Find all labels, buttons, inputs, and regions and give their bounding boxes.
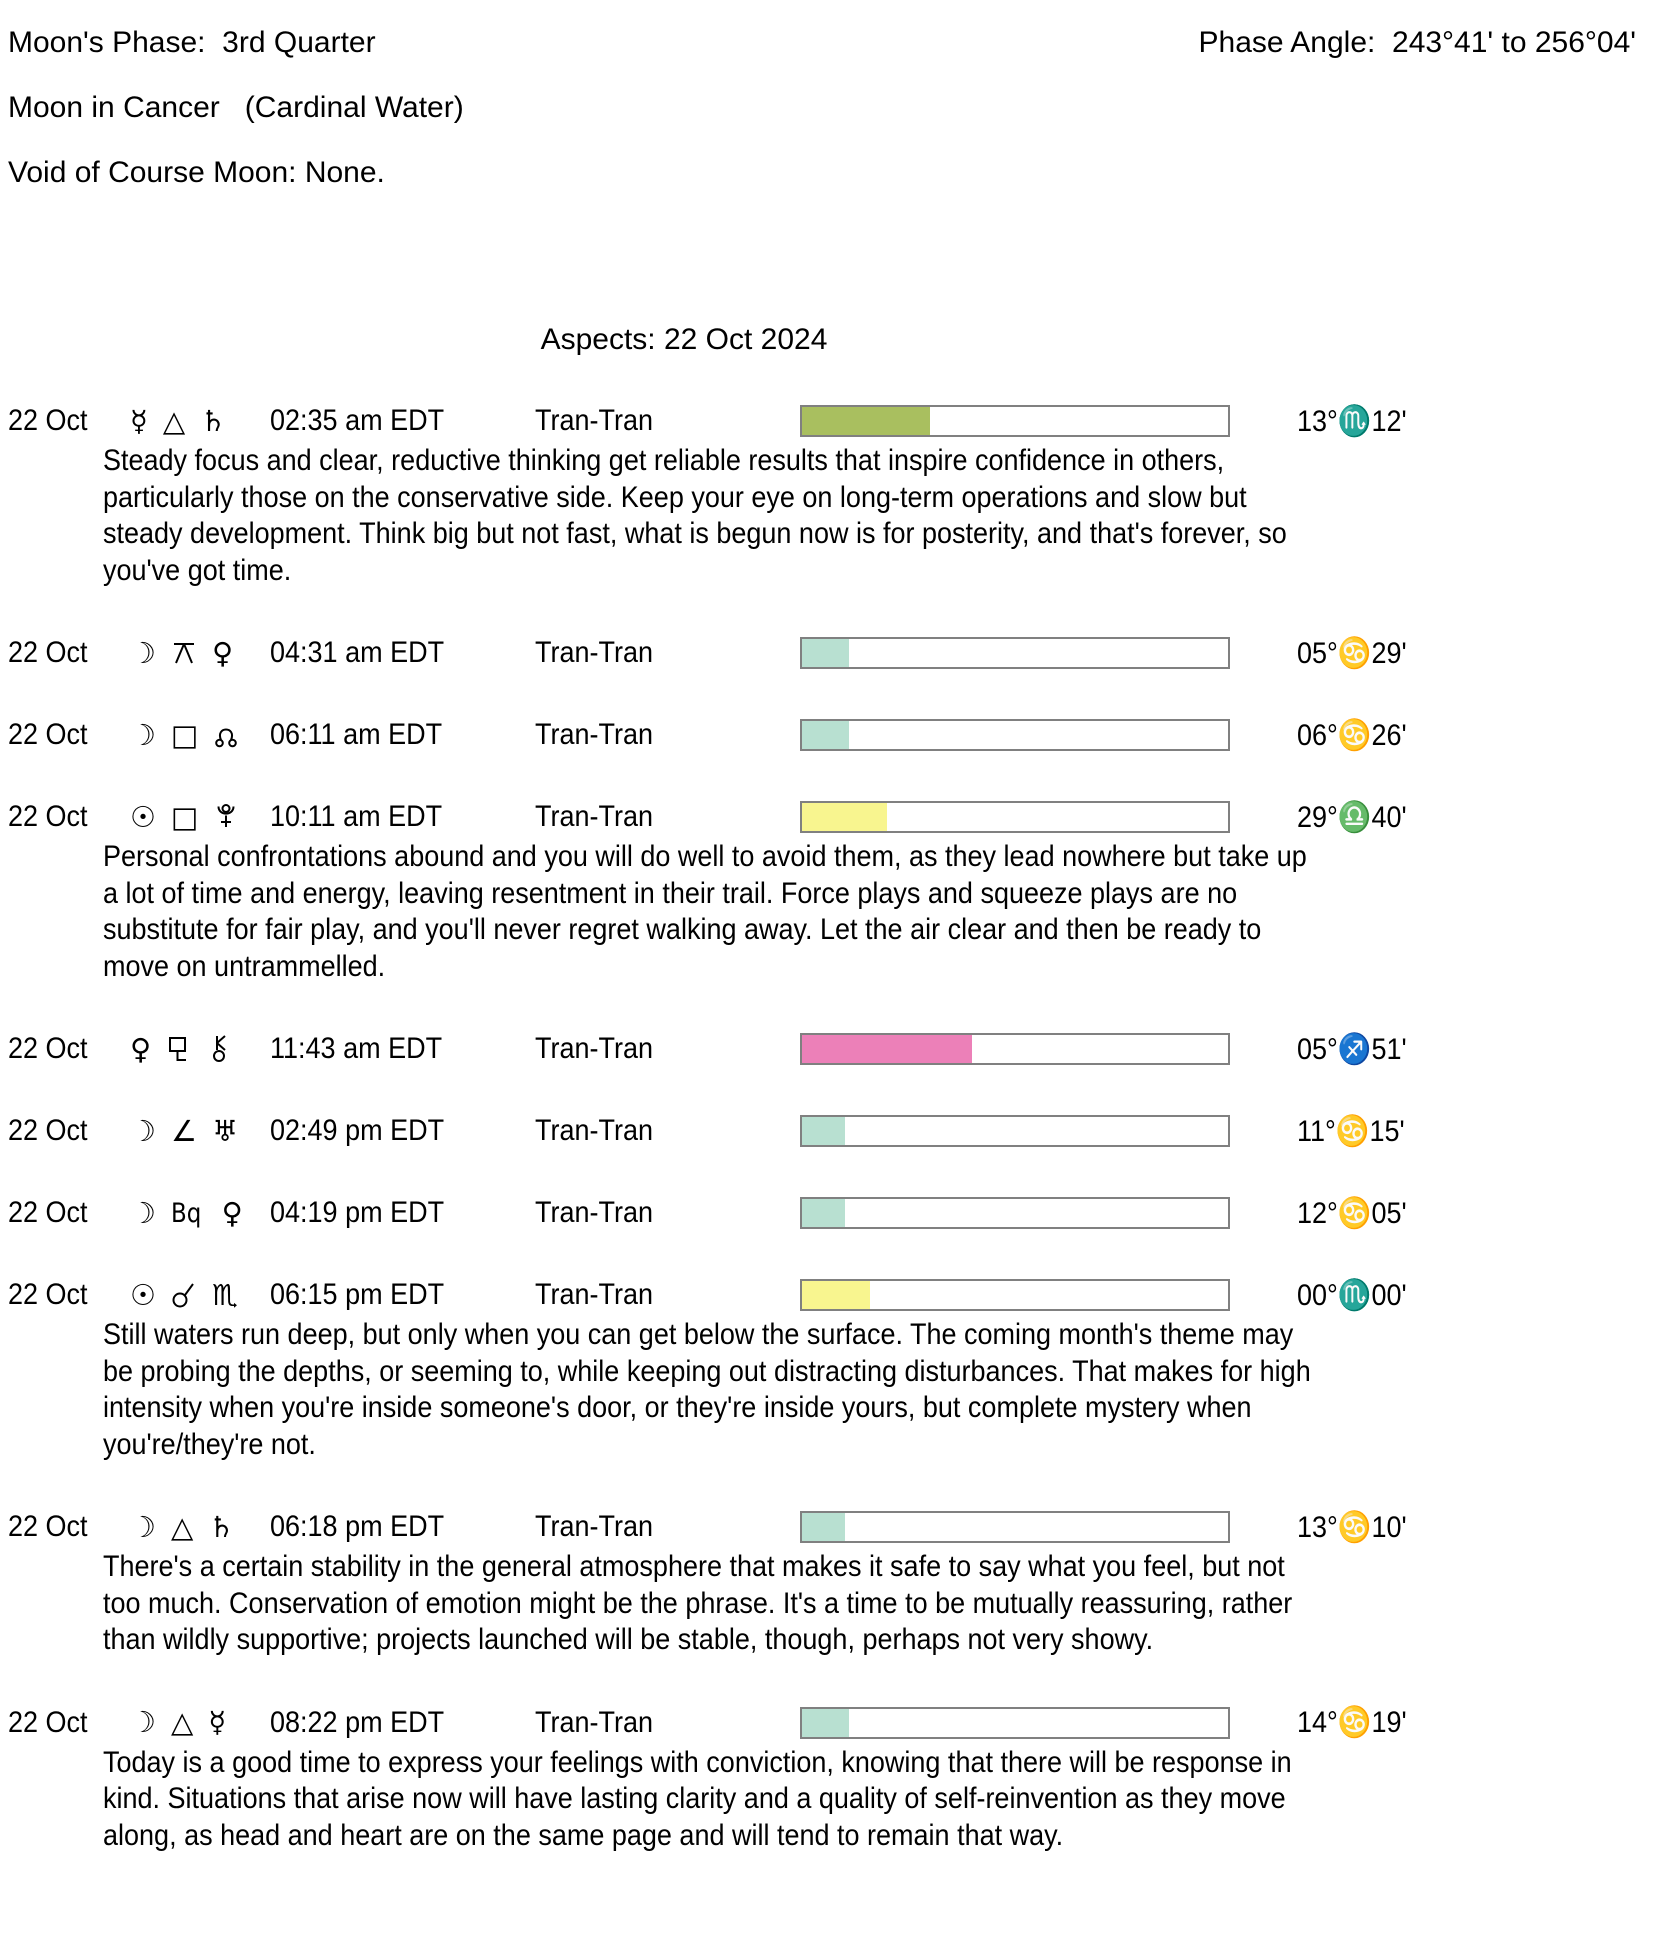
orb-progress-bar (800, 637, 1230, 669)
aspect-row (8, 1705, 1668, 1741)
aspect-row (8, 1195, 1668, 1231)
aspect-time: 04:19 pm EDT (270, 1196, 445, 1229)
trine-icon: △ (162, 403, 186, 438)
moon-icon: ☽ (130, 1195, 156, 1230)
void-of-course-line: Void of Course Moon: None. (8, 156, 385, 189)
aspect-type: Tran-Tran (535, 404, 654, 437)
orb-progress-bar (800, 1707, 1230, 1739)
venus-icon: ♀ (212, 635, 234, 670)
moon-icon: ☽ (130, 717, 156, 752)
aspect-type: Tran-Tran (535, 1705, 654, 1739)
aspect-glyphs (130, 1509, 270, 1544)
aspect-item (8, 1113, 1668, 1149)
aspect-date: 22 Oct (8, 1114, 88, 1147)
aspect-date: 22 Oct (8, 1196, 88, 1229)
aspect-glyphs (130, 1031, 270, 1066)
orb-progress-fill (802, 1199, 845, 1227)
phase-angle: Phase Angle: 243°41' to 256°04' (1198, 26, 1636, 59)
orb-progress-bar (800, 1033, 1230, 1065)
moon-phase-line: Moon's Phase: 3rd Quarter (8, 26, 376, 59)
aspect-time: 06:18 pm EDT (270, 1510, 445, 1543)
aspect-item (8, 1509, 1668, 1659)
aspect-date: 22 Oct (8, 718, 88, 751)
aspect-glyphs (130, 1195, 270, 1230)
aspect-item (8, 1277, 1668, 1463)
report-header (8, 10, 1668, 205)
orb-progress-fill (802, 803, 887, 831)
aspect-description: Steady focus and clear, reductive thinking get reliable results that inspire confidence in others, particularly those on the conservative side. Keep your eye on long-term operations and slow but steady development. Think big but not fast, what is begun now is for posterity, and that's forever, so you've got time. (103, 444, 1295, 587)
aspect-description: There's a certain stability in the general atmosphere that makes it safe to say what you feel, but not too much. Conservation of emotion might be the phrase. It's a time to be mutually reassuring, rather than wildly supportive; projects launched will be stable, though, perhaps not very showy. (103, 1550, 1300, 1656)
biquintile-icon: Bq (171, 1197, 202, 1229)
orb-progress-bar (800, 1511, 1230, 1543)
saturn-icon: ♄ (208, 1509, 235, 1544)
aspect-time: 02:49 pm EDT (270, 1114, 445, 1147)
aspect-row (8, 635, 1668, 671)
aspect-date: 22 Oct (8, 404, 88, 437)
chiron-icon (207, 1035, 233, 1063)
aspect-type: Tran-Tran (535, 1114, 654, 1147)
orb-progress-bar (800, 405, 1230, 437)
aspect-date: 22 Oct (8, 1032, 88, 1065)
aspect-time: 06:15 pm EDT (270, 1278, 445, 1311)
aspect-glyphs (130, 1277, 270, 1312)
aspect-date: 22 Oct (8, 636, 88, 669)
aspect-glyphs (130, 717, 270, 752)
aspect-type: Tran-Tran (535, 1510, 654, 1543)
aspect-description: Still waters run deep, but only when you can get below the surface. The coming month's theme may be probing the depths, or seeming to, while keeping out distracting disturbances. That makes for high intensity when you're inside someone's door, or they're inside yours, but complete mystery when you're/they're not. (103, 1318, 1319, 1461)
aspect-type: Tran-Tran (535, 1196, 654, 1229)
aspect-date: 22 Oct (8, 1705, 88, 1739)
orb-progress-bar (800, 719, 1230, 751)
moon-icon: ☽ (130, 1509, 156, 1544)
aspect-row (8, 403, 1668, 439)
aspect-item (8, 403, 1668, 589)
trine-icon: △ (171, 1509, 194, 1544)
aspect-glyphs (130, 799, 270, 834)
aspect-position: 05°♐51' (1297, 1032, 1407, 1066)
aspect-position: 13°♏12' (1297, 404, 1407, 438)
aspect-row (8, 717, 1668, 753)
orb-progress-fill (802, 1513, 845, 1541)
aspect-item (8, 799, 1668, 985)
square-icon: □ (171, 717, 199, 752)
aspect-date: 22 Oct (8, 800, 88, 833)
uranus-icon: ♅ (212, 1113, 238, 1148)
moon-icon: ☽ (130, 1113, 156, 1148)
aspect-row (8, 1509, 1668, 1545)
aspect-date: 22 Oct (8, 1510, 88, 1543)
aspect-time: 04:31 am EDT (270, 636, 445, 669)
aspect-type: Tran-Tran (535, 1278, 654, 1311)
aspect-row (8, 1113, 1668, 1149)
venus-icon: ♀ (130, 1031, 152, 1066)
orb-progress-bar (800, 801, 1230, 833)
aspect-item (8, 1195, 1668, 1231)
orb-progress-fill (802, 407, 930, 435)
aspect-item (8, 635, 1668, 671)
aspect-position: 11°♋15' (1297, 1114, 1405, 1148)
orb-progress-fill (802, 1035, 972, 1063)
north-node-icon (213, 721, 239, 749)
sesquiquadrate-icon (166, 1035, 192, 1063)
aspect-time: 08:22 pm EDT (270, 1705, 445, 1739)
aspect-position: 00°♏00' (1297, 1278, 1407, 1312)
orb-progress-fill (802, 721, 849, 749)
conjunction-icon (171, 1281, 197, 1309)
orb-progress-bar (800, 1115, 1230, 1147)
scorpio-icon: ♏ (212, 1277, 238, 1312)
aspect-item (8, 1031, 1668, 1067)
aspect-time: 11:43 am EDT (270, 1032, 443, 1065)
aspect-position: 05°♋29' (1297, 636, 1407, 670)
orb-progress-bar (800, 1279, 1230, 1311)
moon-sign-line: Moon in Cancer (Cardinal Water) (8, 91, 464, 124)
aspect-description: Personal confrontations abound and you will do well to avoid them, as they lead nowhere but take up a lot of time and energy, leaving resentment in their trail. Force plays and squeeze plays are no substitute for fair play, and you'll never regret walking away. Let the air clear and then be ready to move on untrammelled. (103, 840, 1315, 983)
orb-progress-bar (800, 1197, 1230, 1229)
aspect-position: 12°♋05' (1297, 1196, 1407, 1230)
aspect-glyphs (130, 635, 270, 670)
aspect-glyphs (130, 403, 270, 438)
square-icon: □ (171, 799, 199, 834)
venus-icon: ♀ (221, 1195, 243, 1230)
aspect-list (8, 403, 1668, 1854)
aspect-row (8, 1031, 1668, 1067)
aspect-position: 13°♋10' (1297, 1510, 1407, 1544)
aspect-time: 10:11 am EDT (270, 800, 443, 833)
aspect-glyphs (130, 1113, 270, 1148)
aspect-row (8, 1277, 1668, 1313)
aspect-position: 14°♋19' (1297, 1706, 1407, 1739)
orb-progress-fill (802, 1709, 849, 1737)
aspect-position: 29°♎40' (1297, 800, 1407, 834)
saturn-icon: ♄ (200, 403, 227, 438)
sun-icon: ☉ (130, 799, 156, 834)
aspect-type: Tran-Tran (535, 1032, 654, 1065)
sun-icon: ☉ (130, 1277, 156, 1312)
aspect-time: 06:11 am EDT (270, 718, 443, 751)
aspect-row (8, 799, 1668, 835)
aspect-type: Tran-Tran (535, 800, 654, 833)
quincunx-icon (171, 639, 197, 667)
aspect-item (8, 1705, 1668, 1855)
aspect-date: 22 Oct (8, 1278, 88, 1311)
aspect-type: Tran-Tran (535, 636, 654, 669)
pluto-icon (213, 803, 239, 831)
aspect-glyphs (130, 1705, 270, 1739)
mercury-icon: ☿ (208, 1705, 227, 1739)
moon-icon: ☽ (130, 1705, 156, 1739)
aspects-title: Aspects: 22 Oct 2024 (540, 323, 828, 356)
trine-icon: △ (171, 1705, 194, 1739)
aspect-time: 02:35 am EDT (270, 404, 445, 437)
moon-icon: ☽ (130, 635, 156, 670)
aspect-type: Tran-Tran (535, 718, 654, 751)
aspect-position: 06°♋26' (1297, 718, 1407, 752)
aspect-description: Today is a good time to express your feelings with conviction, knowing that there will be response in kind. Situations that arise now will have lasting clarity and a quality of self-reinvention as they move along, as head and heart are on the same page and will tend to remain that way. (103, 1745, 1300, 1852)
semisquare-icon: ∠ (171, 1113, 197, 1148)
aspect-item (8, 717, 1668, 753)
orb-progress-fill (802, 1117, 845, 1145)
orb-progress-fill (802, 1281, 870, 1309)
orb-progress-fill (802, 639, 849, 667)
mercury-icon: ☿ (130, 403, 148, 438)
